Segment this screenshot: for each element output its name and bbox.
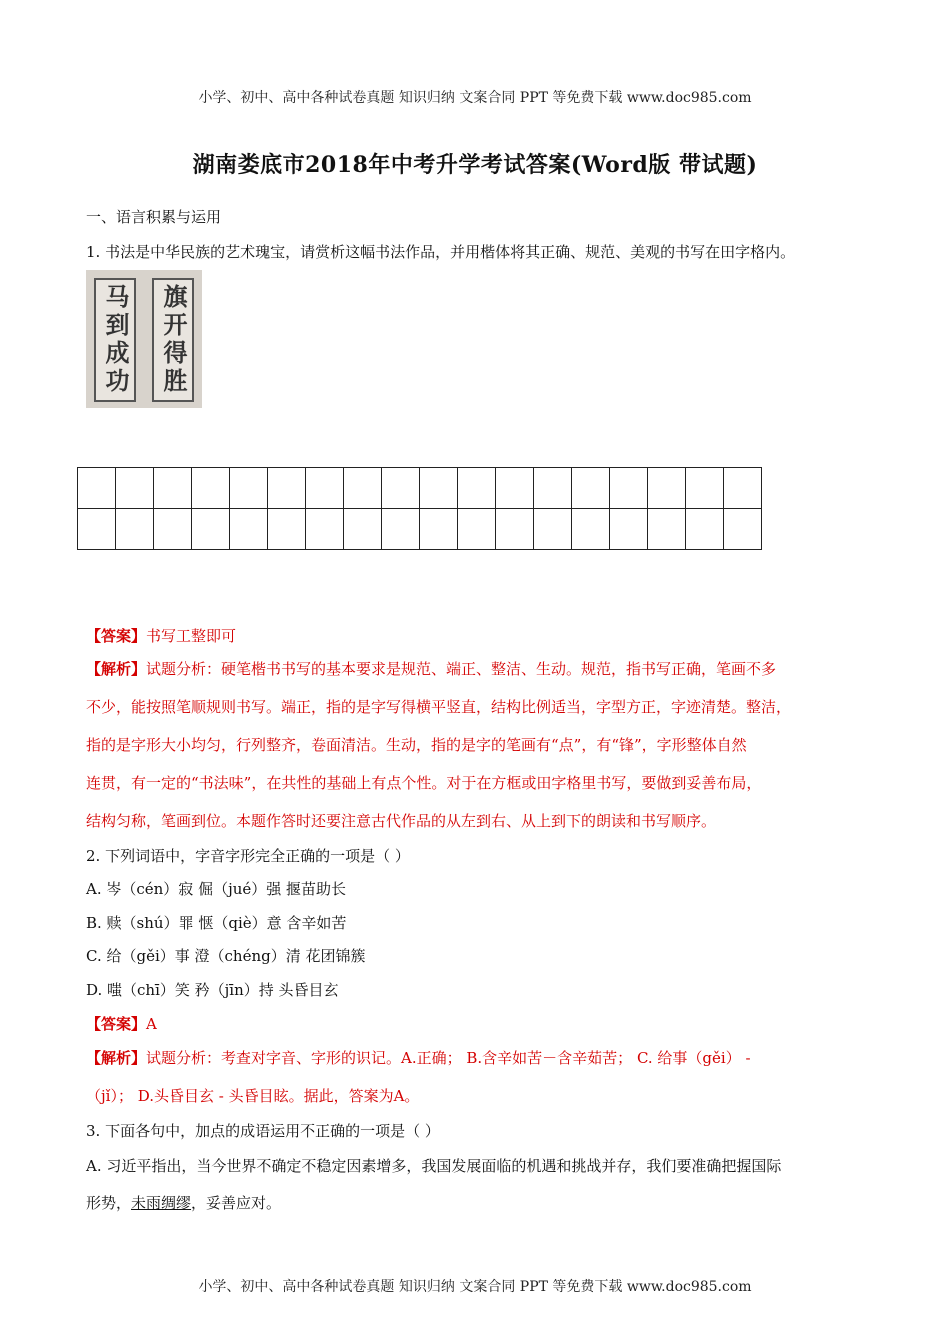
grid-cell (344, 509, 382, 550)
grid-cell (78, 509, 116, 550)
analysis-tag: 【解析】 (86, 660, 147, 678)
grid-cell (116, 468, 154, 509)
grid-cell (382, 509, 420, 550)
q2-analysis-line: （jǐ）； D.头昏目玄 - 头昏目眩。据此，答案为A。 (86, 1087, 420, 1105)
q3-text: 形势， (86, 1194, 132, 1212)
grid-cell (686, 509, 724, 550)
q1-analysis-line (86, 658, 776, 679)
q2-analysis-line (86, 1047, 751, 1068)
q2-option: D. 嗤（chī）笑 矜（jīn）持 头昏目玄 (86, 981, 339, 999)
grid-cell (154, 468, 192, 509)
writing-grid (77, 467, 762, 550)
grid-cell (648, 468, 686, 509)
q2-answer (86, 1013, 157, 1034)
grid-cell (496, 468, 534, 509)
grid-cell (268, 509, 306, 550)
grid-cell (534, 468, 572, 509)
page-header: 小学、初中、高中各种试卷真题 知识归纳 文案合同 PPT 等免费下载 www.doc985.com (198, 90, 752, 106)
q3-option-a: A. 习近平指出，当今世界不确定不稳定因素增多，我国发展面临的机遇和挑战并存，我们要准确把握国际 (86, 1157, 782, 1175)
grid-cell (344, 468, 382, 509)
grid-cell (724, 468, 762, 509)
grid-cell (496, 509, 534, 550)
analysis-text: 试题分析：硬笔楷书书写的基本要求是规范、端正、整洁、生动。规范，指书写正确，笔画不多 (146, 660, 777, 678)
page-footer: 小学、初中、高中各种试卷真题 知识归纳 文案合同 PPT 等免费下载 www.doc985.com (198, 1279, 752, 1295)
calligraphy-right-column: 旗开得胜 (152, 278, 194, 402)
grid-cell (458, 509, 496, 550)
grid-cell (686, 468, 724, 509)
grid-cell (572, 509, 610, 550)
grid-cell (610, 468, 648, 509)
grid-cell (382, 468, 420, 509)
q3-text: ，妥善应对。 (191, 1194, 282, 1212)
q2-option: A. 岑（cén）寂 倔（jué）强 揠苗助长 (86, 880, 347, 898)
analysis-text: 试题分析：考查对字音、字形的识记。A.正确； B.含辛如苦－含辛茹苦； C. 给事（gěi） - (146, 1049, 751, 1067)
document-title: 湖南娄底市2018年中考升学考试答案(Word版 带试题) (192, 152, 758, 178)
answer-tag: 【答案】 (86, 1015, 147, 1033)
grid-cell (192, 509, 230, 550)
grid-cell (192, 468, 230, 509)
calligraphy-left-column: 马到成功 (94, 278, 136, 402)
section-heading: 一、语言积累与运用 (86, 208, 222, 226)
grid-row (78, 509, 762, 550)
grid-cell (420, 468, 458, 509)
grid-cell (572, 468, 610, 509)
grid-cell (534, 509, 572, 550)
grid-cell (230, 468, 268, 509)
q1-answer (86, 625, 236, 646)
q1-analysis-line: 结构匀称，笔画到位。本题作答时还要注意古代作品的从左到右、从上到下的朗读和书写顺序。 (86, 812, 717, 830)
grid-cell (306, 509, 344, 550)
analysis-tag: 【解析】 (86, 1049, 147, 1067)
calligraphy-image (86, 270, 202, 408)
q1-analysis-line: 不少，能按照笔顺规则书写。端正，指的是字写得横平竖直，结构比例适当，字型方正，字迹清楚。整洁， (86, 698, 792, 716)
grid-cell (306, 468, 344, 509)
q2-option: C. 给（gěi）事 澄（chéng）清 花团锦簇 (86, 947, 366, 965)
grid-cell (458, 468, 496, 509)
grid-cell (230, 509, 268, 550)
grid-row (78, 468, 762, 509)
question-2: 2. 下列词语中，字音字形完全正确的一项是（ ） (86, 847, 410, 865)
grid-cell (420, 509, 458, 550)
question-3: 3. 下面各句中，加点的成语运用不正确的一项是（ ） (86, 1122, 440, 1140)
grid-cell (78, 468, 116, 509)
q3-option-a-continued (86, 1192, 281, 1213)
q1-analysis-line: 连贯，有一定的“书法味”，在共性的基础上有点个性。对于在方框或田字格里书写，要做到妥善布局， (86, 774, 762, 792)
q2-option: B. 赎（shú）罪 惬（qiè）意 含辛如苦 (86, 914, 347, 932)
grid-cell (268, 468, 306, 509)
grid-cell (724, 509, 762, 550)
grid-cell (610, 509, 648, 550)
q1-analysis-line: 指的是字形大小均匀，行列整齐，卷面清洁。生动，指的是字的笔画有“点”，有“锋”，字形整体自然 (86, 736, 747, 754)
answer-text: A (146, 1015, 157, 1033)
idiom-underlined: 未雨绸缪 (131, 1194, 192, 1212)
grid-cell (648, 509, 686, 550)
answer-text: 书写工整即可 (146, 627, 237, 645)
grid-cell (116, 509, 154, 550)
question-1: 1. 书法是中华民族的艺术瑰宝，请赏析这幅书法作品，并用楷体将其正确、规范、美观的书写在田字格内。 (86, 243, 796, 261)
grid-cell (154, 509, 192, 550)
answer-tag: 【答案】 (86, 627, 147, 645)
